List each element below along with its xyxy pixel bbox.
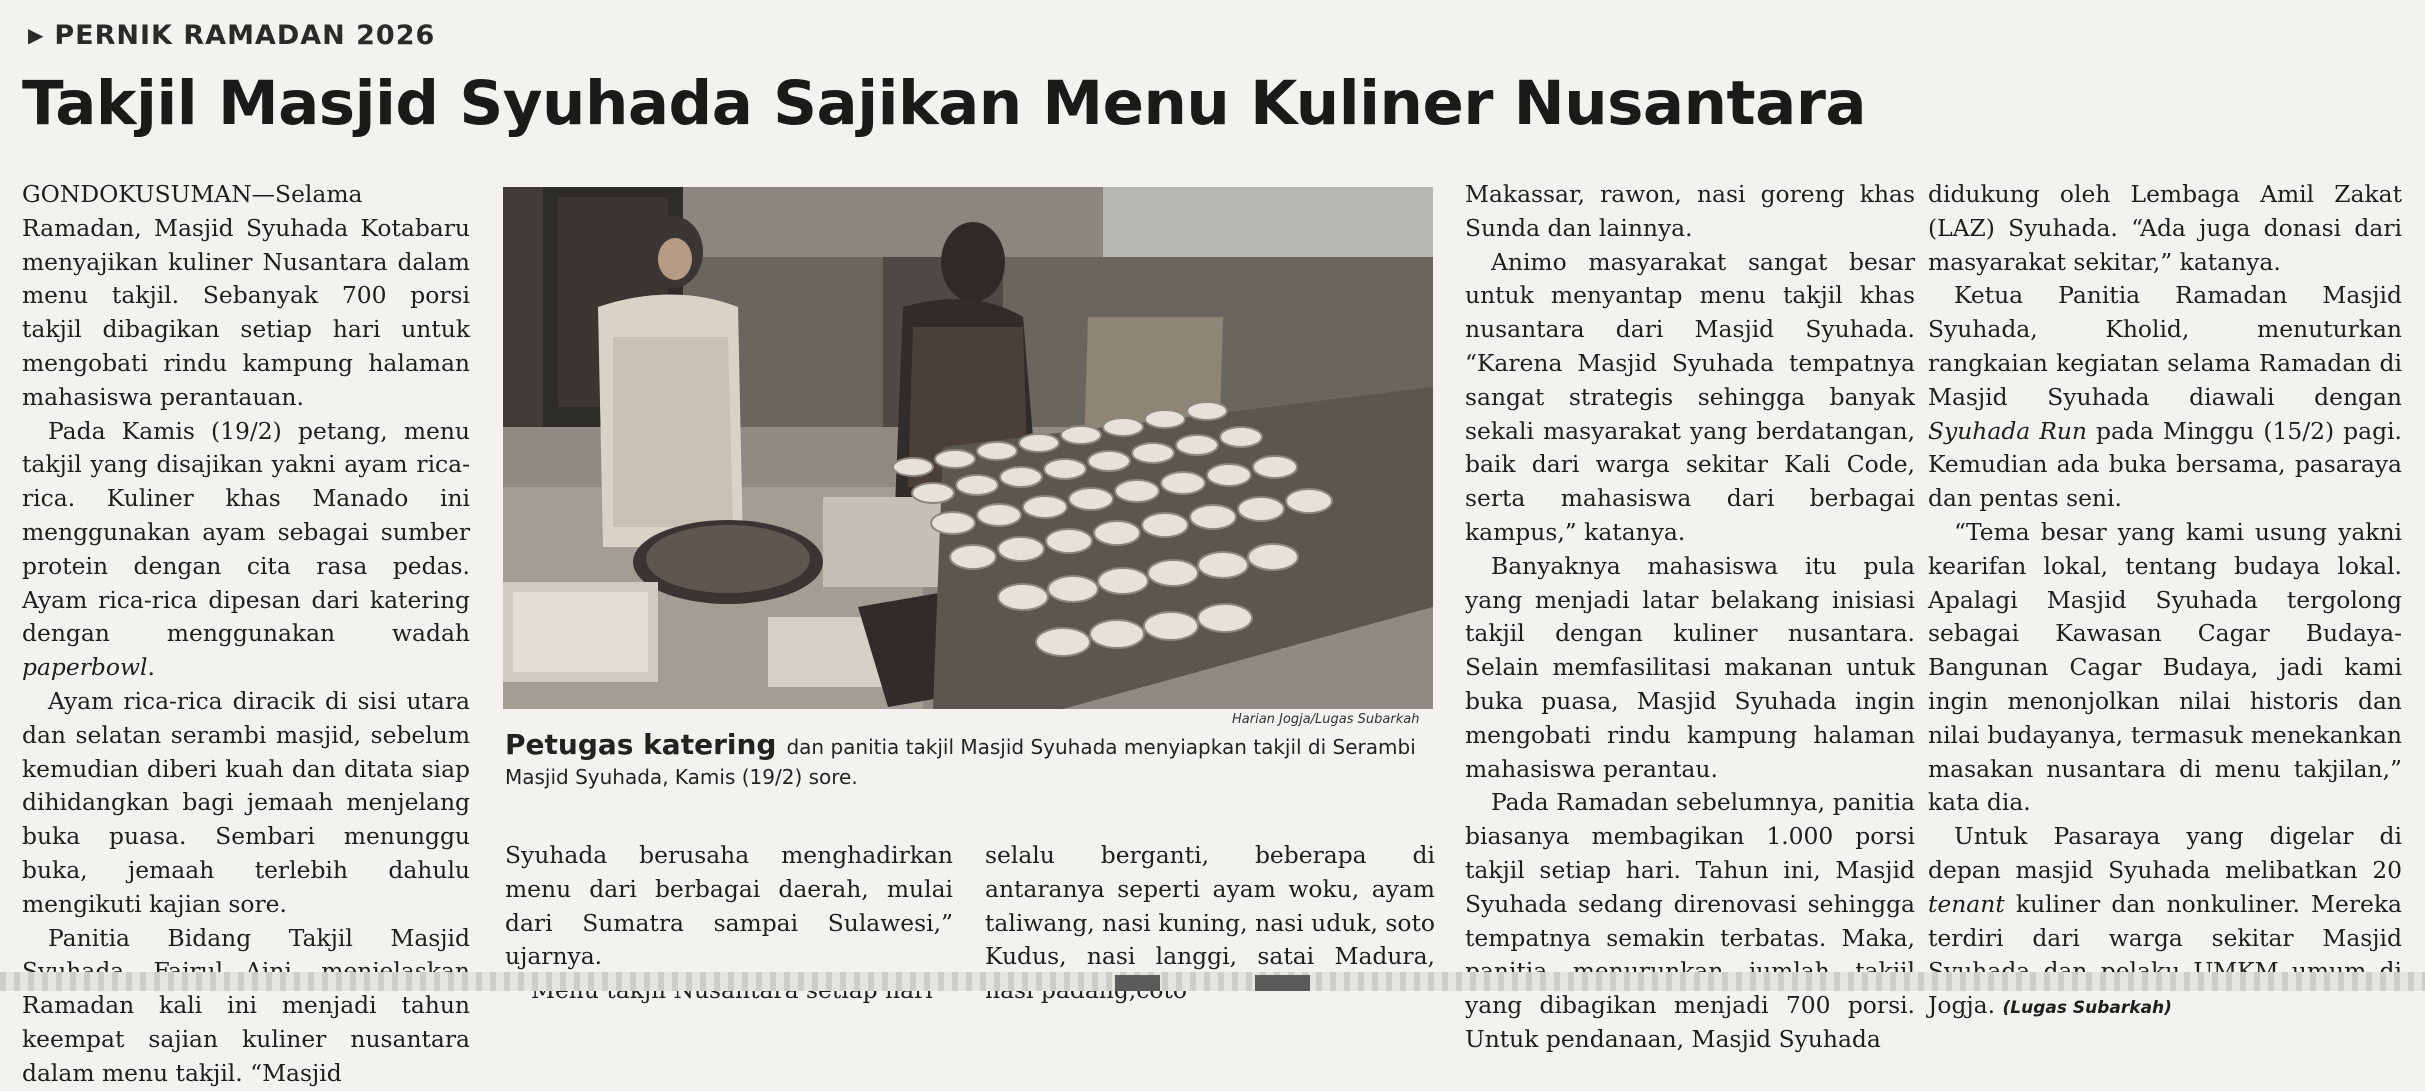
paragraph: Syuhada berusaha menghadirkan menu dari berbagai daerah, mulai dari Sumatra sampai Sulawesi,” ujarnya.: [505, 841, 953, 971]
article-column-4: [1928, 178, 2402, 1026]
photo-credit: Harian Jogja/Lugas Subarkah: [1232, 712, 1420, 727]
news-photo: [503, 187, 1433, 709]
triangle-right-icon: ▶: [28, 23, 45, 47]
paragraph: Pada Kamis (19/2) petang, menu takjil yang disajikan yakni ayam rica-rica. Kuliner khas Manado ini menggunakan ayam sebagai sumber protein dengan cita rasa pedas. Ayam rica-rica dipesan dari katering dengan menggunakan wadah paperbowl.: [22, 416, 470, 682]
photo-caption: [505, 730, 1435, 792]
italic-term: paperbowl: [22, 653, 148, 682]
kicker-label: PERNIK RAMADAN 2026: [54, 20, 436, 51]
author-byline: (Lugas Subarkah): [2002, 998, 2172, 1019]
paragraph: Makassar, rawon, nasi goreng khas Sunda dan lainnya.: [1465, 180, 1915, 242]
paragraph: Panitia Bidang Takjil Masjid Ramadan kali ini menjadi tahun keempat sajian kuliner nusantara dalam menu takjil. “Masjid: [22, 923, 470, 1087]
paragraph: Pada Ramadan sebelumnya, panitia biasanya membagikan 1.000 porsi takjil setiap hari. Tahun ini, Masjid Syuhada sedang direnovasi sehingga tempatnya semakin terbatas. Maka, yang dibagikan menjadi 700 porsi. Untuk pendanaan, Masjid Syuhada: [1465, 788, 1915, 1053]
headline: Takjil Masjid Syuhada Sajikan Menu Kuliner Nusantara: [22, 68, 1867, 139]
caption-text: dan panitia takjil Masjid Syuhada menyiapkan takjil di Serambi Masjid Syuhada, Kamis (19/2) sore.: [505, 735, 1416, 789]
paragraph: selalu berganti, beberapa di antaranya seperti ayam woku, ayam taliwang, nasi kuning, nasi uduk, soto Kudus, nasi langgi, satai Madura,: [985, 841, 1435, 971]
paragraph: “Tema besar yang kami usung yakni kearifan lokal, tentang budaya lokal. Apalagi Masjid Syuhada tergolong sebagai Kawasan Cagar Budaya-Bangunan Cagar Budaya, jadi kami ingin menonjolkan nilai historis dan nilai budayanya, termasuk menekankan masakan nusantara di menu takjilan,” kata dia.: [1928, 517, 2402, 817]
scan-edge-mark: [1255, 975, 1310, 991]
italic-term: tenant: [1928, 889, 2005, 918]
section-kicker: [28, 20, 435, 51]
article-column-3: [1465, 178, 1915, 1057]
scan-edge-mark: [1115, 975, 1160, 991]
paragraph: Banyaknya mahasiswa itu pula yang menjadi latar belakang inisiasi takjil dengan kuliner nusantara. Selain memfasilitasi makanan untuk buka puasa, Masjid Syuhada ingin mengobati rindu kampung halaman mahasiswa perantau.: [1465, 551, 1915, 783]
paragraph: GONDOKUSUMAN—Selama Ramadan, Masjid Syuhada Kotabaru menyajikan kuliner Nusantara dalam menu takjil. Sebanyak 700 porsi takjil dibagikan setiap hari untuk mengobati rindu kampung halaman mahasiswa perantauan.: [22, 180, 470, 411]
paragraph: Untuk Pasaraya yang digelar di depan masjid Syuhada melibatkan 20 tenant kuliner dan nonkuliner. Mereka terdiri dari warga sekitar Masjid Jogja. (Lugas Subarkah): [1928, 822, 2402, 1020]
article-column-1: [22, 178, 470, 1091]
paragraph: Ayam rica-rica diracik di sisi utara dan selatan serambi masjid, sebelum kemudian diberi kuah dan ditata siap dihidangkan bagi jemaah menjelang buka puasa. Sembari menunggu buka, jemaah terlebih dahulu mengikuti kajian sore.: [22, 686, 470, 918]
paragraph: Animo masyarakat sangat besar untuk menyantap menu takjil khas nusantara dari Masjid Syuhada. “Karena Masjid Syuhada tempatnya sangat strategis sehingga banyak sekali masyarakat yang berdatangan, baik dari warga sekitar Kali Code, serta mahasiswa dari berbagai kampus,” katanya.: [1465, 247, 1915, 546]
caption-lead: Petugas katering: [505, 728, 777, 761]
scan-edge: [0, 972, 2425, 991]
paragraph: didukung oleh Lembaga Amil Zakat (LAZ) Syuhada. “Ada juga donasi dari masyarakat sekitar,” katanya.: [1928, 180, 2402, 276]
paragraph: Ketua Panitia Ramadan Masjid Syuhada, Kholid, menuturkan rangkaian kegiatan selama Ramadan di Masjid Syuhada diawali dengan Syuhada Run pada Minggu (15/2) pagi. Kemudian ada buka bersama, pasaraya dan pentas seni.: [1928, 281, 2402, 513]
italic-term: Syuhada Run: [1928, 416, 2087, 445]
